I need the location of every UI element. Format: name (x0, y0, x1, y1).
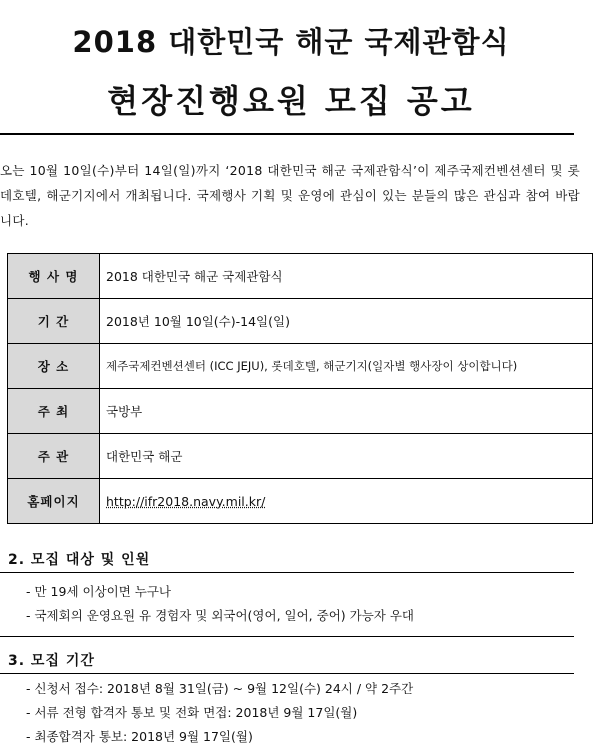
label-venue: 장 소 (8, 344, 100, 389)
section-2-divider (0, 572, 574, 573)
table-row (8, 479, 593, 524)
section-2-title: 2. 모집 대상 및 인원 (8, 552, 151, 568)
list-item: - 국제회의 운영요원 유 경험자 및 외국어(영어, 일어, 중어) 가능자 우대 (26, 608, 414, 623)
section-2-list (26, 580, 414, 628)
list-item: - 서류 전형 합격자 통보 및 전화 면접: 2018년 9월 17일(월) (26, 705, 358, 720)
table-row (8, 344, 593, 389)
value-period: 2018년 10월 10일(수)-14일(일) (100, 299, 593, 344)
list-item: - 최종합격자 통보: 2018년 9월 17일(월) (26, 729, 253, 744)
label-homepage: 홈페이지 (8, 479, 100, 524)
value-event-name: 2018 대한민국 해군 국제관함식 (100, 254, 593, 299)
table-row (8, 299, 593, 344)
value-host: 국방부 (100, 389, 593, 434)
event-info-table (7, 253, 593, 524)
table-row (8, 254, 593, 299)
intro-paragraph: 오는 10월 10일(수)부터 14일(일)까지 ‘2018 대한민국 해군 국제관함식’이 제주국제컨벤션센터 및 롯데호텔, 해군기지에서 개최됩니다. 국제행사 기획 및 운영에 관심이 있는 분들의 많은 관심과 참여 바랍니다. (0, 163, 580, 228)
section-3-title: 3. 모집 기간 (8, 653, 95, 669)
title-divider (0, 133, 574, 135)
page-title: 2018 대한민국 해군 국제관함식 (72, 25, 510, 59)
section-2-bottom-divider (0, 636, 574, 637)
homepage-link-cell (100, 479, 593, 524)
list-item: - 신청서 접수: 2018년 8월 31일(금) ~ 9월 12일(수) 24시 / 약 2주간 (26, 681, 414, 696)
section-3-divider (0, 673, 574, 674)
section-3-list (26, 677, 413, 749)
table-row (8, 434, 593, 479)
homepage-link[interactable]: http://ifr2018.navy.mil.kr/ (106, 493, 266, 509)
value-organizer: 대한민국 해군 (100, 434, 593, 479)
label-host: 주 최 (8, 389, 100, 434)
label-organizer: 주 관 (8, 434, 100, 479)
value-venue: 제주국제컨벤션센터 (ICC JEJU), 롯데호텔, 해군기지(일자별 행사장이 상이합니다) (100, 344, 593, 389)
table-row (8, 389, 593, 434)
label-period: 기 간 (8, 299, 100, 344)
list-item: - 만 19세 이상이면 누구나 (26, 584, 171, 599)
label-event-name: 행 사 명 (8, 254, 100, 299)
page-subtitle: 현장진행요원 모집 공고 (107, 82, 475, 120)
